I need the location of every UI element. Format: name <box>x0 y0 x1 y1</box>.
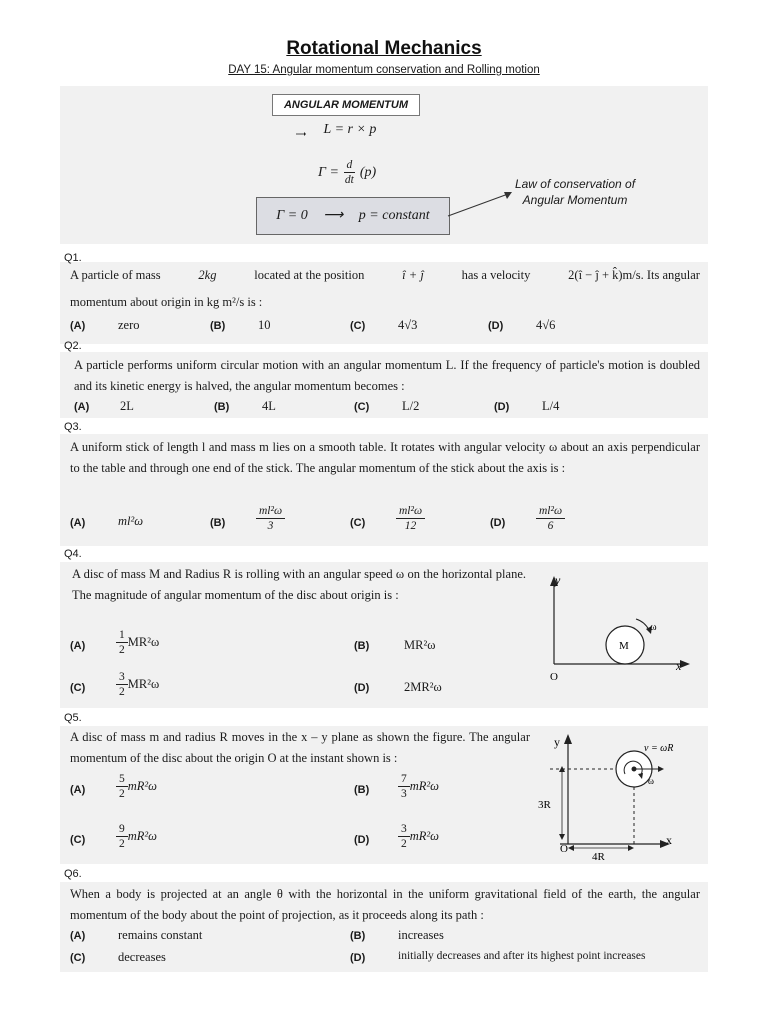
q5-option-a-rest: mR²ω <box>127 779 157 793</box>
q1-option-d[interactable]: 4√6 <box>536 318 556 332</box>
q5-option-a-label: (A) <box>70 784 86 796</box>
q1-option-d-label: (D) <box>488 320 504 332</box>
torque-num: d <box>344 158 356 173</box>
q4-option-a[interactable] <box>116 628 159 657</box>
q4-option-d-label: (D) <box>354 682 370 694</box>
q5-option-d-rest: mR²ω <box>409 829 439 843</box>
q1-options <box>70 318 700 336</box>
q4-fig-mass: M <box>619 640 629 652</box>
q2-option-c[interactable]: L/2 <box>402 399 420 413</box>
q5-option-c[interactable] <box>116 822 157 851</box>
q3-option-b-label: (B) <box>210 517 226 529</box>
q5-option-c-frac <box>116 822 128 851</box>
angular-momentum-label: ANGULAR MOMENTUM <box>272 94 420 116</box>
q3-option-b[interactable] <box>256 504 285 533</box>
q5-fig-x: x <box>666 833 672 847</box>
q5-option-b-num: 7 <box>398 772 410 787</box>
law-lhs: Γ = 0 <box>276 208 308 223</box>
q4-option-a-frac <box>116 628 128 657</box>
torque-den: dt <box>344 174 354 186</box>
q4-option-c[interactable] <box>116 670 159 699</box>
q6-option-a[interactable]: remains constant <box>118 928 203 942</box>
q3-option-a[interactable]: ml²ω <box>118 514 144 528</box>
q4-option-a-den: 2 <box>119 644 125 656</box>
q2-option-c-label: (C) <box>354 401 370 413</box>
q5-option-c-den: 2 <box>119 838 125 850</box>
q4-options <box>70 628 530 708</box>
q5-option-b-label: (B) <box>354 784 370 796</box>
q2-options <box>74 399 700 417</box>
torque-lhs: Γ = <box>318 164 339 180</box>
vector-arrow-icon <box>296 124 306 130</box>
torque-derivative <box>342 158 357 187</box>
q5-option-a[interactable] <box>116 772 157 801</box>
q1-text-c: has a velocity <box>461 268 531 282</box>
q1-velocity: 2(î − ĵ + k̂)m/s. Its angular <box>568 268 700 282</box>
q4-disc-figure <box>536 572 696 688</box>
law-arrow-icon: ⟶ <box>323 208 344 223</box>
q3-number: Q3. <box>64 421 82 433</box>
q5-disc-figure <box>530 732 706 864</box>
q5-options <box>70 772 530 860</box>
q5-option-c-rest: mR²ω <box>127 829 157 843</box>
q3-option-c[interactable] <box>396 504 425 533</box>
q6-option-d[interactable]: initially decreases and after its highest point increases <box>398 950 646 962</box>
q4-option-c-label: (C) <box>70 682 86 694</box>
q5-option-b-den: 3 <box>401 788 407 800</box>
q3-option-c-den: 12 <box>404 520 417 532</box>
q1-line2: momentum about origin in kg m²/s is : <box>70 295 263 309</box>
q4-option-c-num: 3 <box>116 670 128 685</box>
q4-option-c-rest: MR²ω <box>127 677 160 691</box>
law-rhs: p = constant <box>358 208 430 223</box>
q4-option-c-den: 2 <box>119 686 125 698</box>
q5-text: A disc of mass m and radius R moves in the x – y plane as shown the figure. The angular momentum of the disc about the origin O at the instant shown is : <box>70 730 530 765</box>
q3-text: A uniform stick of length l and mass m lies on a smooth table. It rotates with angular velocity ω about an axis perpendicular to the table and through one end of the stick. The angular momentum of the stick about the axis is : <box>70 440 700 475</box>
q4-option-a-label: (A) <box>70 640 86 652</box>
q3-option-a-label: (A) <box>70 517 86 529</box>
q4-fig-omega: ω <box>650 622 657 633</box>
q1-option-b[interactable]: 10 <box>258 318 271 332</box>
q1-number: Q1. <box>64 252 82 264</box>
q2-option-d[interactable]: L/4 <box>542 399 560 413</box>
q6-option-b-label: (B) <box>350 930 366 942</box>
q2-text: A particle performs uniform circular motion with an angular momentum L. If the frequency of particle's motion is doubled and its kinetic energy is halved, the angular momentum becomes : <box>74 358 700 393</box>
q6-text: When a body is projected at an angle θ with the horizontal in the uniform gravitational field of the earth, the angular momentum of the body about the point of projection, as it proceeds along its path : <box>70 887 700 922</box>
q5-option-c-label: (C) <box>70 834 86 846</box>
q3-option-c-label: (C) <box>350 517 366 529</box>
q4-option-c-frac <box>116 670 128 699</box>
q4-number: Q4. <box>64 548 82 560</box>
q5-fig-y: y <box>554 735 560 749</box>
q5-option-d-frac <box>398 822 410 851</box>
q1-text-a: A particle of mass <box>70 268 161 282</box>
q3-option-d-den: 6 <box>547 520 554 532</box>
q2-number: Q2. <box>64 340 82 352</box>
q3-option-d[interactable] <box>536 504 565 533</box>
q6-option-c[interactable]: decreases <box>118 950 166 964</box>
q1-option-c-label: (C) <box>350 320 366 332</box>
q6-option-d-label: (D) <box>350 952 366 964</box>
q6-options <box>70 928 700 968</box>
formula-angular-momentum <box>300 122 400 138</box>
q5-option-d-den: 2 <box>401 838 407 850</box>
q6-option-c-label: (C) <box>70 952 86 964</box>
q1-mass: 2kg <box>198 268 217 282</box>
q4-fig-y: y <box>555 573 561 587</box>
q5-option-b-frac <box>398 772 410 801</box>
q5-fig-origin: O <box>560 843 568 855</box>
q5-option-c-num: 9 <box>116 822 128 837</box>
q1-option-c[interactable]: 4√3 <box>398 318 418 332</box>
q3-options <box>70 504 700 542</box>
q5-number: Q5. <box>64 712 82 724</box>
formula-torque <box>318 158 438 187</box>
q5-option-d-num: 3 <box>398 822 410 837</box>
q1-option-b-label: (B) <box>210 320 226 332</box>
q2-option-a[interactable]: 2L <box>120 399 134 413</box>
q3-option-c-num: ml²ω <box>396 504 425 519</box>
q5-option-d-label: (D) <box>354 834 370 846</box>
torque-rhs: (p) <box>359 164 377 180</box>
q6-option-a-label: (A) <box>70 930 86 942</box>
q6-number: Q6. <box>64 868 82 880</box>
q4-option-d[interactable]: 2MR²ω <box>404 680 442 694</box>
q1-text-b: located at the position <box>254 268 365 282</box>
q3-option-b-num: ml²ω <box>256 504 285 519</box>
q5-fig-velocity: v = ωR <box>644 743 674 754</box>
q5-option-a-den: 2 <box>119 788 125 800</box>
q5-option-b-rest: mR²ω <box>409 779 439 793</box>
q3-option-d-num: ml²ω <box>536 504 565 519</box>
q4-option-b-label: (B) <box>354 640 370 652</box>
q4-fig-x: x <box>676 659 682 673</box>
q4-option-b[interactable]: MR²ω <box>404 638 436 652</box>
q5-option-a-num: 5 <box>116 772 128 787</box>
q3-option-d-label: (D) <box>490 517 506 529</box>
q6-option-b[interactable]: increases <box>398 928 444 942</box>
q5-option-b[interactable] <box>398 772 439 801</box>
q5-option-a-frac <box>116 772 128 801</box>
formula-L-text: L = r × p <box>323 122 377 137</box>
q4-fig-origin: O <box>550 671 558 683</box>
conservation-law-box <box>256 197 450 235</box>
q1-option-a-label: (A) <box>70 320 86 332</box>
q2-option-b-label: (B) <box>214 401 230 413</box>
q1-option-a[interactable]: zero <box>118 318 140 332</box>
q5-fig-height: 3R <box>538 799 551 811</box>
q5-fig-omega: ω <box>648 776 654 786</box>
conservation-annotation: Law of conservation of Angular Momentum <box>514 177 636 207</box>
q3-option-b-den: 3 <box>267 520 274 532</box>
q4-option-a-num: 1 <box>116 628 128 643</box>
q2-option-b[interactable]: 4L <box>262 399 276 413</box>
q2-option-d-label: (D) <box>494 401 510 413</box>
q5-fig-width: 4R <box>592 851 605 863</box>
page-subtitle: DAY 15: Angular momentum conservation and Rolling motion <box>228 64 540 76</box>
q2-option-a-label: (A) <box>74 401 90 413</box>
q1-position: î + ĵ <box>402 268 424 282</box>
page-title: Rotational Mechanics <box>286 38 482 59</box>
q4-option-a-rest: MR²ω <box>127 635 160 649</box>
q1-line1 <box>70 265 700 286</box>
q5-option-d[interactable] <box>398 822 439 851</box>
q4-text: A disc of mass M and Radius R is rolling with an angular speed ω on the horizontal plane. The magnitude of angular momentum of the disc about origin is : <box>72 567 526 602</box>
